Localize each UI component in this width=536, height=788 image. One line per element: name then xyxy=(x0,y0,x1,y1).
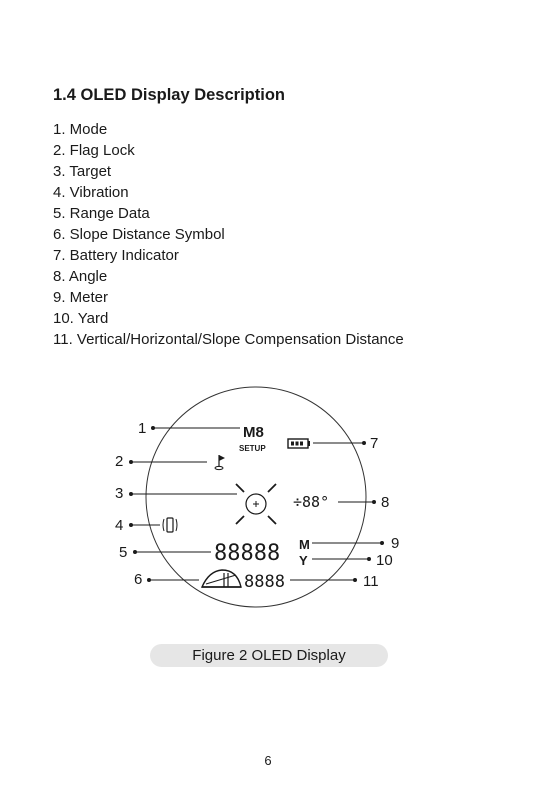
list-item: 1. Mode xyxy=(53,121,108,138)
angle-readout: ÷88° xyxy=(293,493,330,511)
callout-10: 10 xyxy=(376,552,393,569)
list-item: 3. Target xyxy=(53,163,112,180)
vibration-icon xyxy=(163,518,177,532)
oled-display-figure xyxy=(0,385,536,615)
meter-symbol: M xyxy=(299,537,310,552)
callout-2: 2 xyxy=(115,453,124,470)
callout-11: 11 xyxy=(363,573,379,590)
callout-6: 6 xyxy=(134,571,143,588)
list-item: 8. Angle xyxy=(53,268,108,285)
list-item: 5. Range Data xyxy=(53,205,150,222)
callout-1: 1 xyxy=(138,420,147,437)
list-item: 11. Vertical/Horizontal/Slope Compensation Distance xyxy=(53,331,404,348)
flag-icon xyxy=(215,455,225,470)
yard-symbol: Y xyxy=(299,553,308,568)
callout-dot xyxy=(372,500,376,504)
list-item: 7. Battery Indicator xyxy=(53,247,179,264)
oled-display-diagram xyxy=(0,385,536,615)
slope-distance-icon xyxy=(202,570,241,587)
callout-dot xyxy=(367,557,371,561)
callout-8: 8 xyxy=(381,494,390,511)
section-heading: 1.4 OLED Display Description xyxy=(53,86,285,104)
list-item: 6. Slope Distance Symbol xyxy=(53,226,225,243)
list-item: 4. Vibration xyxy=(53,184,129,201)
callout-dot xyxy=(353,578,357,582)
list-item: 2. Flag Lock xyxy=(53,142,135,159)
callout-4: 4 xyxy=(115,517,124,534)
page-number: 6 xyxy=(264,753,272,768)
callout-dot xyxy=(380,541,384,545)
callout-7: 7 xyxy=(370,435,379,452)
callout-9: 9 xyxy=(391,535,400,552)
list-item: 9. Meter xyxy=(53,289,109,306)
callout-3: 3 xyxy=(115,485,124,502)
setup-label: SETUP xyxy=(239,444,266,453)
figure-caption: Figure 2 OLED Display xyxy=(150,644,388,667)
range-readout: 88888 xyxy=(214,541,281,566)
component-list xyxy=(53,119,404,350)
mode-symbol: M8 xyxy=(243,424,264,441)
battery-icon xyxy=(288,439,310,448)
target-reticle-icon xyxy=(236,484,276,524)
compensation-readout: 8888 xyxy=(244,572,285,592)
callout-dot xyxy=(362,441,366,445)
list-item: 10. Yard xyxy=(53,310,109,327)
callout-5: 5 xyxy=(119,544,128,561)
